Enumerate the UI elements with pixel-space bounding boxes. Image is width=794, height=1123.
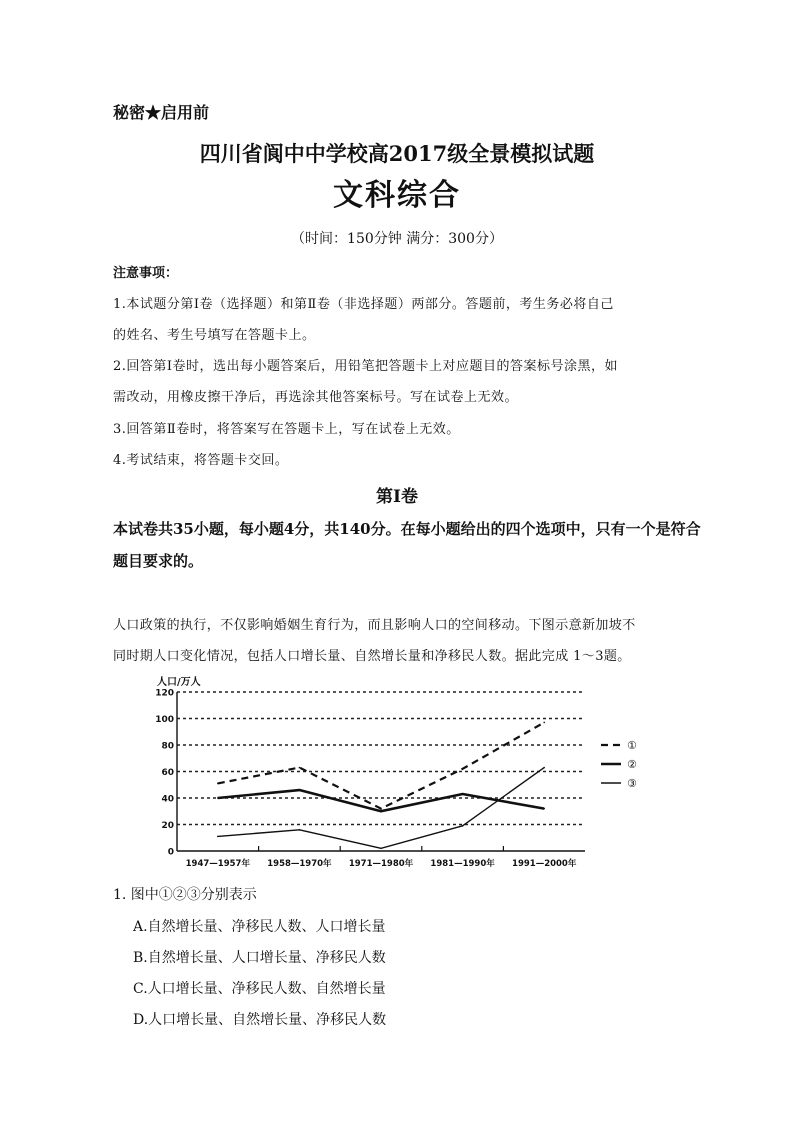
x-tick-label: 1947—1957年 <box>185 859 250 869</box>
series-3-point <box>543 767 545 769</box>
series-2-point <box>217 797 219 799</box>
series-3-point <box>380 848 382 850</box>
question-stem: 1. 图中①②③分别表示 <box>113 887 257 903</box>
series-2-point <box>299 789 301 791</box>
legend-label-1: ① <box>627 739 637 752</box>
series-1-point <box>217 783 219 785</box>
series-3-point <box>217 836 219 838</box>
answer-option-d: D.人口增长量、自然增长量、净移民人数 <box>133 1012 387 1028</box>
notice-line: 需改动，用橡皮擦干净后，再选涂其他答案标号。写在试卷上无效。 <box>113 390 519 405</box>
y-tick-label: 0 <box>167 847 174 858</box>
series-1-point <box>299 767 301 769</box>
notice-line: 的姓名、考生号填写在答题卡上。 <box>113 328 316 343</box>
section-title: 第Ⅰ卷 <box>376 487 418 507</box>
answer-option-b: B.自然增长量、人口增长量、净移民人数 <box>133 950 386 966</box>
time-and-score-info: （时间：150分钟 满分：300分） <box>291 231 503 247</box>
notice-line: 1.本试题分第Ⅰ卷（选择题）和第Ⅱ卷（非选择题）两部分。答题前，考生务必将自己 <box>113 297 614 312</box>
y-tick-label: 120 <box>155 688 174 699</box>
y-tick-label: 60 <box>161 768 174 778</box>
notice-line: 3.回答第Ⅱ卷时，将答案写在答题卡上，写在试卷上无效。 <box>113 422 460 437</box>
series-2-point <box>380 810 382 812</box>
answer-option-c: C.人口增长量、净移民人数、自然增长量 <box>133 981 386 997</box>
confidential-mark: 秘密★启用前 <box>113 103 210 122</box>
passage-line: 人口政策的执行，不仅影响婚姻生育行为，而且影响人口的空间移动。下图示意新加坡不 <box>113 618 636 633</box>
answer-option-a: A.自然增长量、净移民人数、人口增长量 <box>133 919 386 935</box>
legend-label-3: ③ <box>627 777 637 790</box>
notice-title: 注意事项： <box>113 266 179 281</box>
series-3-point <box>299 829 301 831</box>
series-2-point <box>462 793 464 795</box>
x-tick-label: 1958—1970年 <box>267 859 332 869</box>
series-1-point <box>380 808 382 810</box>
notice-line: 4.考试结束，将答题卡交回。 <box>113 453 289 468</box>
series-3-point <box>462 825 464 827</box>
x-tick-label: 1991—2000年 <box>512 859 577 869</box>
series-1-point <box>462 768 464 770</box>
legend-label-2: ② <box>627 758 637 771</box>
x-tick-label: 1981—1990年 <box>430 859 495 869</box>
y-tick-label: 20 <box>161 821 174 831</box>
exam-title: 四川省阆中中学校高2017级全景模拟试题 <box>199 141 595 166</box>
series-line-1 <box>218 722 544 808</box>
series-2-point <box>543 808 545 810</box>
series-1-point <box>543 722 545 724</box>
population-chart <box>120 672 760 872</box>
section-instruction: 题目要求的。 <box>113 552 204 570</box>
y-tick-label: 80 <box>161 741 174 752</box>
passage-line: 同时期人口变化情况，包括人口增长量、自然增长量和净移民人数。据此完成 1～3题。 <box>113 649 631 664</box>
subject-title: 文科综合 <box>333 178 461 213</box>
y-tick-label: 40 <box>161 794 174 805</box>
y-tick-label: 100 <box>155 715 174 725</box>
x-tick-label: 1971—1980年 <box>348 859 414 869</box>
section-instruction: 本试卷共35小题，每小题4分，共140分。在每小题给出的四个选项中，只有一个是符合 <box>113 520 701 538</box>
y-axis-label: 人口/万人 <box>157 677 201 688</box>
notice-line: 2.回答第Ⅰ卷时，选出每小题答案后，用铅笔把答题卡上对应题目的答案标号涂黑，如 <box>113 359 619 374</box>
